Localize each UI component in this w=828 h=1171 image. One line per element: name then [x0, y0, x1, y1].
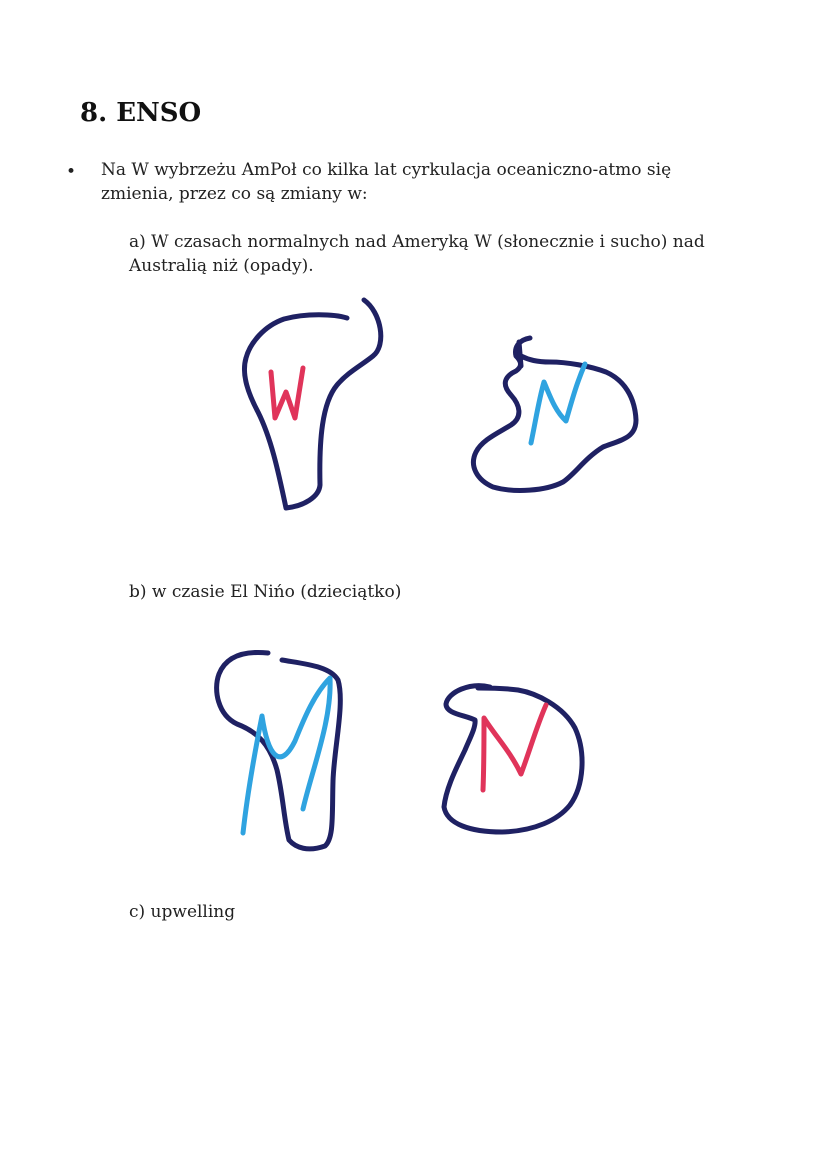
item-b-text: b) w czasie El Nińo (dzieciątko) — [129, 582, 402, 602]
low-pressure-N-icon — [531, 364, 585, 443]
low-pressure-N-el-nino-icon — [243, 678, 330, 833]
high-pressure-N-el-nino-icon — [483, 705, 546, 790]
sketch-normal-conditions — [244, 300, 636, 508]
australia-outline-icon — [473, 338, 636, 490]
sketch-el-nino — [217, 652, 582, 848]
south-america-outline-icon — [244, 300, 380, 508]
item-c-text: c) upwelling — [129, 902, 236, 922]
bullet-text: Na W wybrzeżu AmPoł co kilka lat cyrkulacja oceaniczno-atmo się zmienia, przez co są zmiany w: — [101, 160, 672, 204]
high-pressure-W-icon — [271, 368, 303, 418]
south-america-outline-el-nino-icon — [217, 652, 341, 848]
section-title: 8. ENSO — [80, 98, 202, 128]
item-a-text: a) W czasach normalnych nad Ameryką W (słonecznie i sucho) nad Australią niż (opady). — [129, 232, 705, 276]
bullet-marker: • — [66, 162, 77, 182]
australia-tip-icon — [519, 342, 521, 366]
